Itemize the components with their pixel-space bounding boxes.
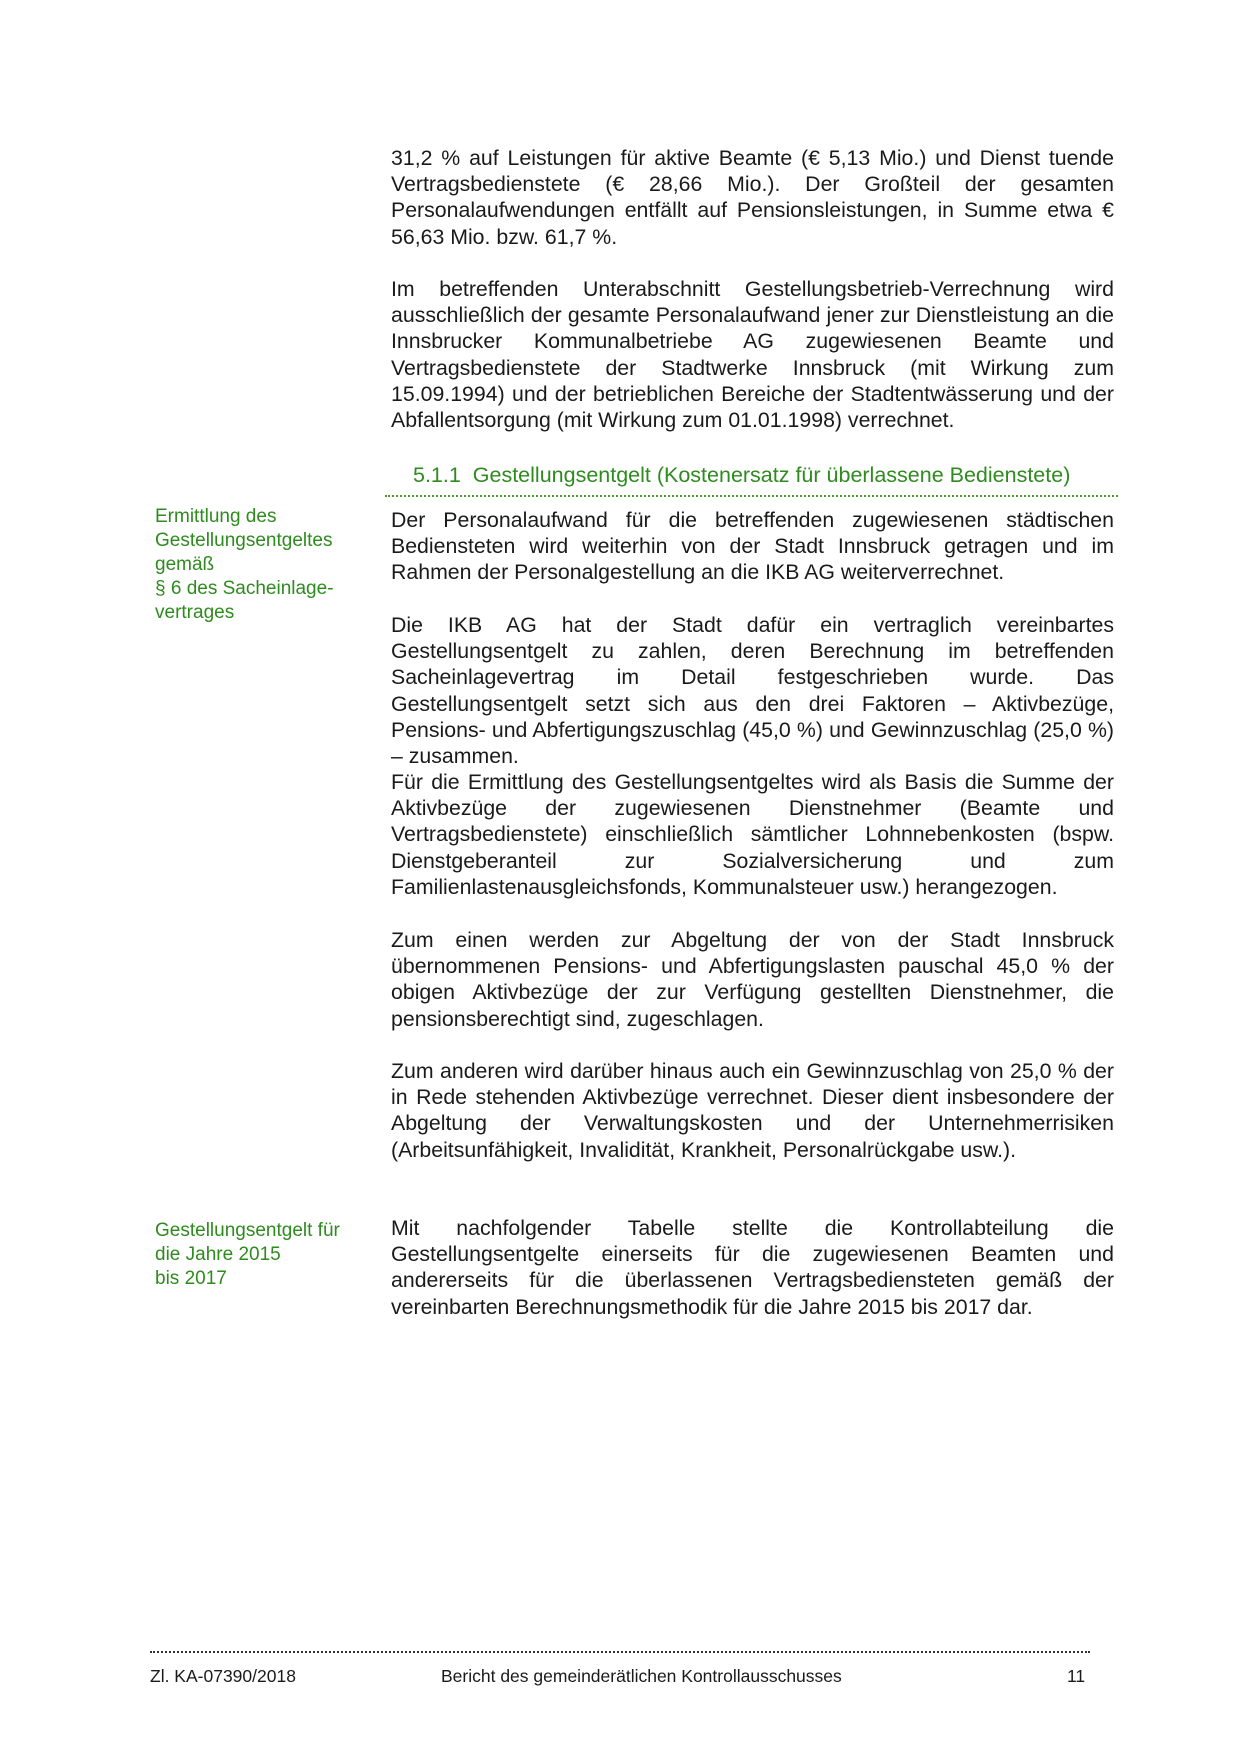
body-paragraph-3: Für die Ermittlung des Gestellungsentgeltes wird als Basis die Summe der Aktivbezüge der zugewiesenen Dienstnehmer (Beamte und Vertragsbedienstete) einschließlich sämtlicher Lohnnebenkosten (bspw. Dienstgeberanteil zur Sozialversicherung und zum Familienlastenausgleichsfonds, Kommunalsteuer usw.) herangezogen. bbox=[391, 770, 1114, 899]
body-paragraph-5: Zum anderen wird darüber hinaus auch ein Gewinnzuschlag von 25,0 % der in Rede stehenden Aktivbezüge verrechnet. Dieser dient insbesondere der Abgeltung der Verwaltungskosten und der Unternehmerrisiken (Arbeitsunfähigkeit, Invalidität, Krankheit, Personalrückgabe usw.). bbox=[391, 1059, 1114, 1162]
intro-paragraph-2: Im betreffenden Unterabschnitt Gestellungsbetrieb-Verrechnung wird ausschließlich der gesamte Personalaufwand jener zur Dienstleistung an die Innsbrucker Kommunalbetriebe AG zugewiesenen Beamte und Vertragsbedienstete der Stadtwerke Innsbruck (mit Wirkung zum 15.09.1994) und der betrieblichen Bereiche der Stadtentwässerung und der Abfallentsorgung (mit Wirkung zum 01.01.1998) verrechnet. bbox=[391, 277, 1114, 433]
margin-note-line: Gestellungsentgelt für bbox=[155, 1220, 340, 1241]
intro-paragraph-1: 31,2 % auf Leistungen für aktive Beamte (€ 5,13 Mio.) und Dienst tuende Vertragsbedienstete (€ 28,66 Mio.). Der Großteil der gesamten Personalaufwendungen entfällt auf Pensionsleistungen, in Summe etwa € 56,63 Mio. bzw. 61,7 %. bbox=[391, 146, 1114, 249]
margin-note-gestellungsentgelt bbox=[155, 1219, 360, 1291]
margin-note-ermittlung bbox=[155, 505, 360, 625]
section-heading-rule bbox=[385, 495, 1118, 497]
margin-note-line: gemäß bbox=[155, 554, 215, 575]
footer-title: Bericht des gemeinderätlichen Kontrollausschusses bbox=[441, 1666, 842, 1686]
margin-note-line: § 6 des Sacheinlage- bbox=[155, 578, 334, 599]
body-paragraph-2: Die IKB AG hat der Stadt dafür ein vertraglich vereinbartes Gestellungsentgelt zu zahlen, deren Berechnung im betreffenden Sacheinlagevertrag im Detail festgeschrieben wurde. Das Gestellungsentgelt setzt sich aus den drei Faktoren – Aktivbezüge, Pensions- und Abfertigungszuschlag (45,0 %) und Gewinnzuschlag (25,0 %) – zusammen. bbox=[391, 613, 1114, 769]
section-heading bbox=[391, 463, 1114, 494]
footer-rule bbox=[150, 1651, 1090, 1653]
section-title: Gestellungsentgelt (Kostenersatz für überlassene Bedienstete) bbox=[472, 463, 1071, 487]
margin-note-line: bis 2017 bbox=[155, 1268, 227, 1289]
margin-note-line: Ermittlung des bbox=[155, 506, 277, 527]
margin-note-line: die Jahre 2015 bbox=[155, 1244, 281, 1265]
footer-reference: Zl. KA-07390/2018 bbox=[150, 1666, 296, 1686]
margin-note-line: Gestellungsentgeltes bbox=[155, 530, 333, 551]
section-number: 5.1.1 bbox=[413, 463, 461, 487]
body-paragraph-4: Zum einen werden zur Abgeltung der von der Stadt Innsbruck übernommenen Pensions- und Abfertigungslasten pauschal 45,0 % der obigen Aktivbezüge der zur Verfügung gestellten Dienstnehmer, die pensionsberechtigt sind, zugeschlagen. bbox=[391, 928, 1114, 1031]
body-paragraph-1: Der Personalaufwand für die betreffenden zugewiesenen städtischen Bediensteten wird weiterhin von der Stadt Innsbruck getragen und im Rahmen der Personalgestellung an die IKB AG weiterverrechnet. bbox=[391, 508, 1114, 585]
body-paragraph-6: Mit nachfolgender Tabelle stellte die Kontrollabteilung die Gestellungsentgelte einerseits für die zugewiesenen Beamten und andererseits für die überlassenen Vertragsbediensteten gemäß der vereinbarten Berechnungsmethodik für die Jahre 2015 bis 2017 dar. bbox=[391, 1216, 1114, 1319]
margin-note-line: vertrages bbox=[155, 602, 235, 623]
footer-page-number: 11 bbox=[1067, 1666, 1086, 1686]
